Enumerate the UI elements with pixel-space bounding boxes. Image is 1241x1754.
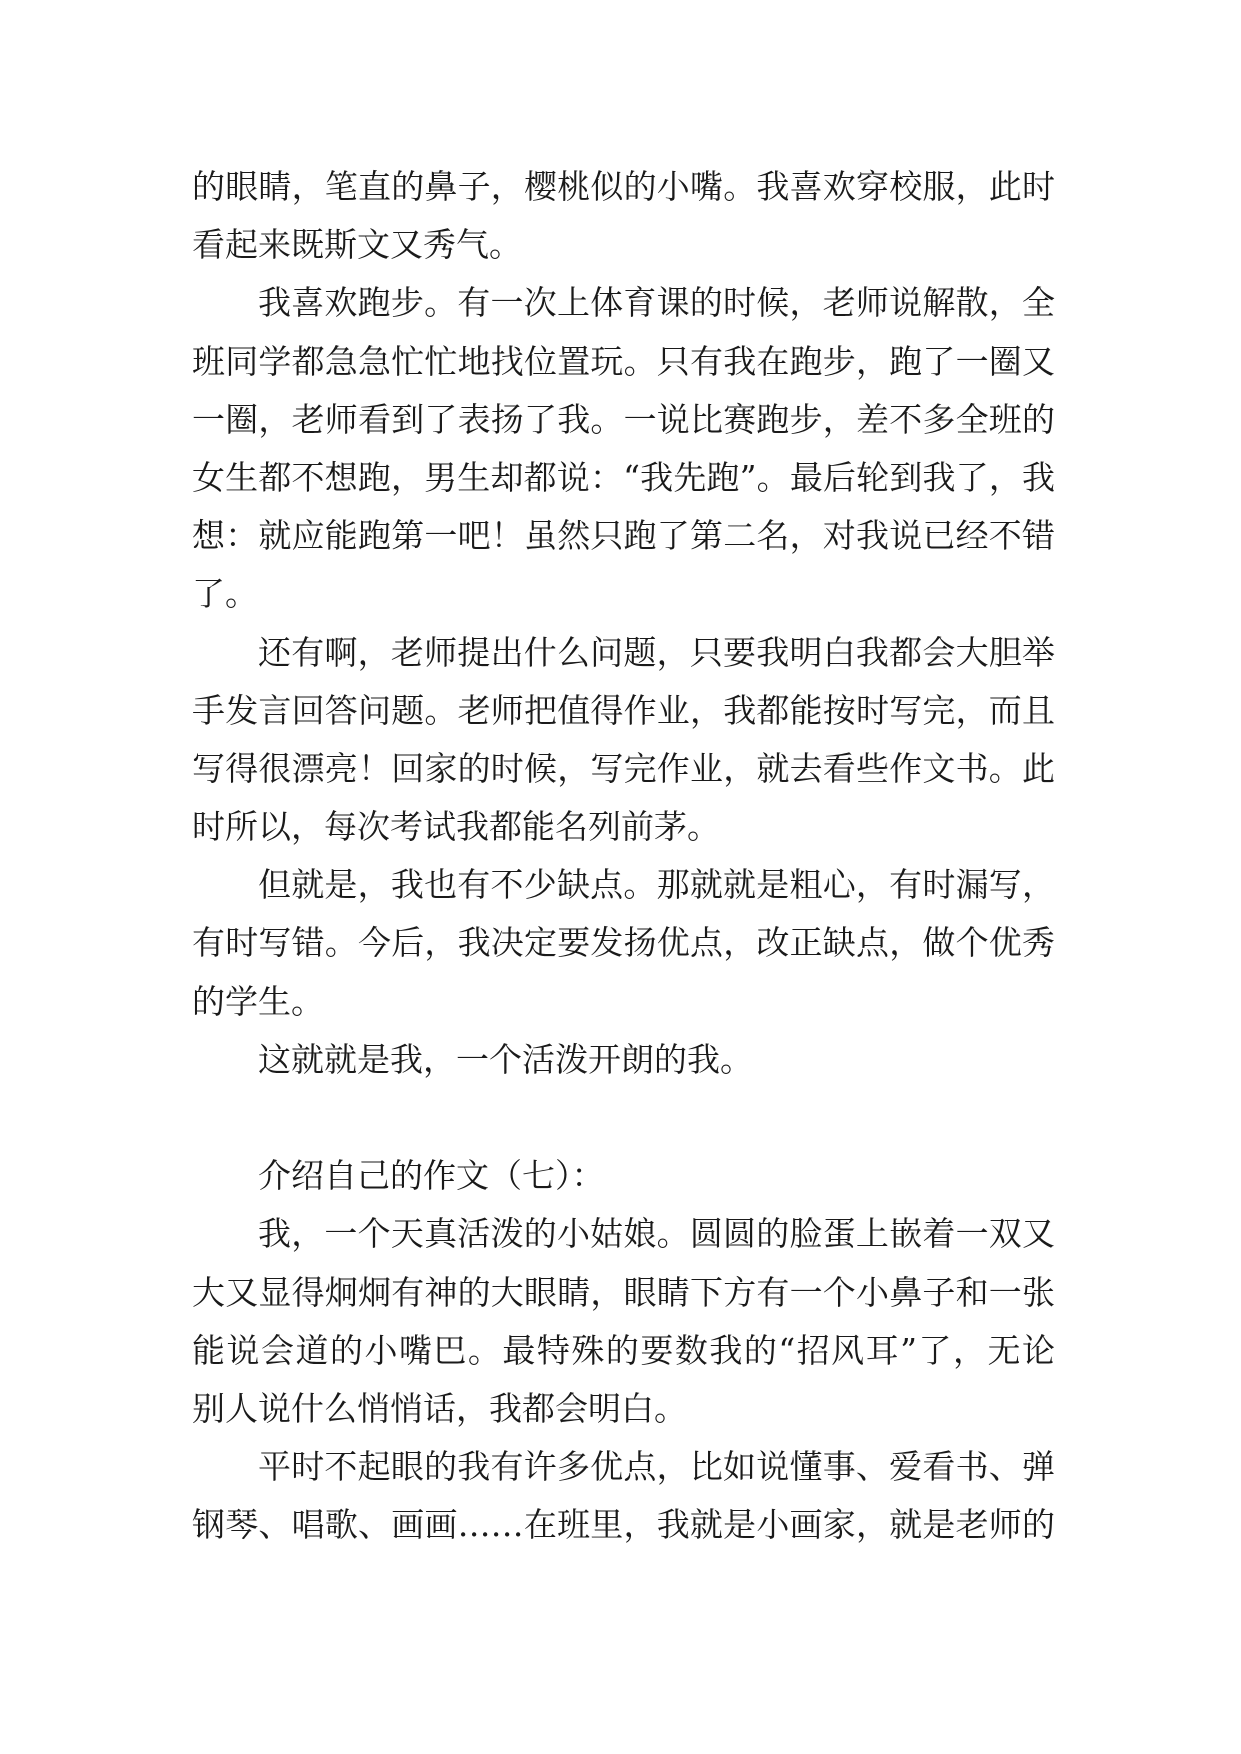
document-body: [192, 158, 1072, 1555]
blank-line: [192, 1089, 1072, 1147]
paragraph-start-line: 但就是，我也有不少缺点。那就就是粗心，有时漏写，: [258, 865, 1055, 905]
text-line: 一圈，老师看到了表扬了我。一说比赛跑步，差不多全班的: [192, 399, 1055, 439]
paragraph-start-line: 还有啊，老师提出什么问题，只要我明白我都会大胆举: [258, 632, 1055, 672]
text-line: 想：就应能跑第一吧！虽然只跑了第二名，对我说已经不错: [192, 516, 1055, 556]
text-line: 有时写错。今后，我决定要发扬优点，改正缺点，做个优秀: [192, 923, 1055, 963]
text-line: 了。: [192, 574, 258, 614]
text-line: 女生都不想跑，男生却都说：“我先跑”。最后轮到我了，我: [192, 457, 1055, 497]
text-line: 时所以，每次考试我都能名列前茅。: [192, 807, 720, 847]
paragraph-start-line: 这就就是我，一个活泼开朗的我。: [258, 1039, 753, 1079]
text-line: 班同学都急急忙忙地找位置玩。只有我在跑步，跑了一圈又: [192, 341, 1055, 381]
section-heading: 介绍自己的作文（七）：: [258, 1156, 605, 1196]
text-line: 钢琴、唱歌、画画……在班里，我就是小画家，就是老师的: [192, 1505, 1055, 1545]
text-line: 能说会道的小嘴巴。最特殊的要数我的“招风耳”了，无论: [192, 1330, 1055, 1370]
text-line: 的眼睛，笔直的鼻子，樱桃似的小嘴。我喜欢穿校服，此时: [192, 167, 1055, 206]
text-line: 看起来既斯文又秀气。: [192, 225, 522, 265]
paragraph-start-line: 我喜欢跑步。有一次上体育课的时候，老师说解散，全: [258, 283, 1055, 323]
text-line: 写得很漂亮！回家的时候，写完作业，就去看些作文书。此: [192, 748, 1055, 788]
text-line: 别人说什么悄悄话，我都会明白。: [192, 1388, 687, 1428]
paragraph-start-line: 我，一个天真活泼的小姑娘。圆圆的脸蛋上嵌着一双又: [258, 1214, 1055, 1254]
text-line: 的学生。: [192, 981, 324, 1021]
paragraph-start-line: 平时不起眼的我有许多优点，比如说懂事、爱看书、弹: [258, 1447, 1055, 1487]
text-line: 大又显得炯炯有神的大眼睛，眼睛下方有一个小鼻子和一张: [192, 1272, 1055, 1312]
text-line: 手发言回答问题。老师把值得作业，我都能按时写完，而且: [192, 690, 1055, 730]
